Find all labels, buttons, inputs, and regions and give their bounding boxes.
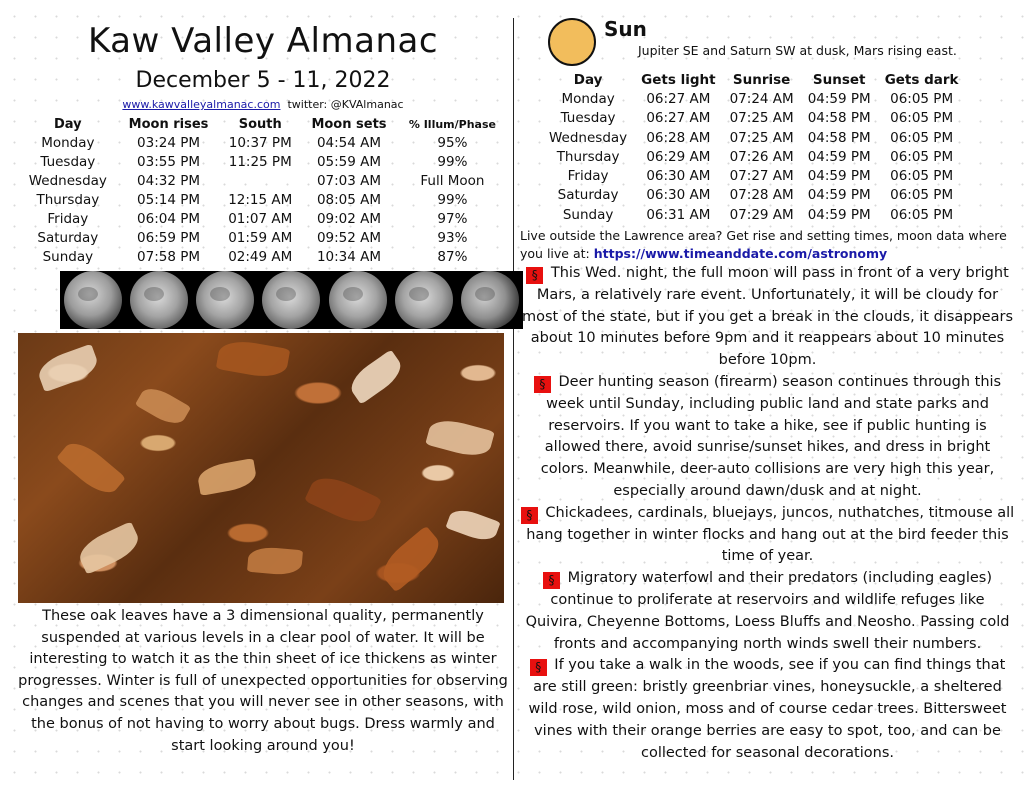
sun-cell: 06:05 PM: [890, 129, 954, 146]
table-row: [542, 186, 966, 205]
note-winter-birds: [520, 503, 1015, 568]
sun-col-light: Gets light: [641, 72, 716, 88]
moon-cell: Wednesday: [28, 173, 107, 189]
moon-cell: 99%: [437, 192, 468, 208]
moon-cell: 10:37 PM: [228, 135, 292, 151]
sun-cell: Wednesday: [549, 129, 628, 146]
sun-col-sunset: Sunset: [812, 72, 866, 88]
moon-phase-image-saturday: [395, 271, 453, 329]
moon-phase-strip: [60, 271, 523, 329]
website-link[interactable]: www.kawvalleyalmanac.com: [122, 98, 281, 111]
sun-col-sunrise: Sunrise: [732, 72, 791, 88]
header-links: [18, 96, 508, 114]
moon-cell: 07:58 PM: [137, 249, 201, 265]
sun-cell: 06:27 AM: [646, 91, 711, 107]
moon-cell: 01:59 AM: [228, 230, 293, 246]
sun-cell: 04:58 PM: [807, 110, 871, 127]
moon-col-day: Day: [54, 117, 82, 132]
sun-cell: 04:59 PM: [807, 206, 871, 223]
sun-cell: 06:05 PM: [890, 187, 954, 204]
sun-cell: 06:27 AM: [646, 110, 711, 127]
moon-col-phase: % Illum/Phase: [408, 118, 496, 131]
moon-cell: 87%: [437, 249, 468, 265]
sun-cell: 06:05 PM: [890, 168, 954, 185]
sun-col-day: Day: [573, 72, 603, 88]
moon-cell: 06:59 PM: [137, 230, 201, 246]
moon-cell: 05:14 PM: [137, 192, 201, 208]
moon-cell: 03:55 PM: [137, 154, 201, 170]
table-row: [18, 191, 508, 210]
sun-cell: 06:05 PM: [890, 206, 954, 223]
moon-cell: 93%: [437, 230, 468, 246]
moon-phase-image-sunday: [461, 271, 519, 329]
moon-cell: Friday: [47, 211, 89, 227]
moon-cell: 07:03 AM: [316, 173, 382, 189]
sun-cell: 07:28 AM: [729, 187, 794, 204]
sun-cell: 06:29 AM: [646, 148, 711, 165]
moon-phase-image-friday: [329, 271, 387, 329]
sun-icon: [548, 18, 596, 66]
moon-cell: [219, 172, 301, 191]
table-row: [542, 167, 966, 186]
moon-cell: 01:07 AM: [228, 211, 293, 227]
table-row: [18, 229, 508, 248]
moon-cell: 99%: [437, 154, 468, 170]
note-mars-occultation: [520, 263, 1015, 372]
sun-cell: 07:27 AM: [729, 168, 794, 185]
sun-cell: 06:05 PM: [890, 110, 954, 127]
right-column: [520, 14, 1015, 764]
moon-phase-image-tuesday: [130, 271, 188, 329]
table-row: [18, 210, 508, 229]
moon-cell: 10:34 AM: [316, 249, 382, 265]
moon-cell: 03:24 PM: [137, 135, 201, 151]
sun-cell: Saturday: [557, 187, 619, 204]
note-green-things: [520, 655, 1015, 764]
moon-cell: Saturday: [37, 230, 99, 246]
section-marker-icon: §: [534, 376, 551, 393]
sun-cell: Sunday: [562, 206, 614, 223]
date-range: December 5 - 11, 2022: [135, 68, 391, 93]
section-marker-icon: §: [526, 267, 543, 284]
table-row: [18, 153, 508, 172]
sun-cell: 07:25 AM: [729, 129, 794, 146]
note-text: This Wed. night, the full moon will pass in front of a very bright Mars, a relatively rare event. Unfortunately, it will be cloudy for most of the state, but if you get a break in the clouds, it disappears about 10 minutes before 9pm and it reappears about 10 minutes before 10pm.: [521, 265, 1014, 369]
moon-cell: 04:54 AM: [316, 135, 382, 151]
table-row: [542, 109, 966, 128]
sun-header: [520, 14, 1015, 66]
sun-cell: 07:24 AM: [729, 91, 794, 107]
sun-cell: 04:59 PM: [807, 187, 871, 204]
sun-cell: 04:59 PM: [807, 91, 871, 107]
moon-table: [18, 115, 508, 267]
moon-phase-image-wednesday: [196, 271, 254, 329]
note-text: If you take a walk in the woods, see if you can find things that are still green: bristly greenbriar vines, honeysuckle, a sheltered wild rose, wild onion, moss and of course cedar trees. Bittersweet vines with their orange berries are easy to spot, too, and can be collected for seasonal decorations.: [528, 657, 1007, 761]
table-row: [542, 206, 966, 225]
moon-cell: Full Moon: [420, 173, 485, 189]
table-row: [542, 90, 966, 109]
note-waterfowl: [520, 568, 1015, 655]
sun-cell: 07:25 AM: [729, 110, 794, 127]
sun-cell: 04:59 PM: [807, 168, 871, 185]
sun-cell: 06:30 AM: [646, 187, 711, 204]
sun-cell: 04:59 PM: [807, 148, 871, 165]
note-deer-hunting: [520, 372, 1015, 503]
outside-area-text: Live outside the Lawrence area? Get rise and setting times, moon data where you live at:: [520, 228, 1007, 262]
note-text: Deer hunting season (firearm) season continues through this week until Sunday, including public land and state parks and reservoirs. If you want to take a hike, see if public hunting is allowed there, avoid sunrise/sunset hikes, and dress in bright colors. Meanwhile, deer-auto collisions are very high this year, especially around dawn/dusk and at night.: [540, 374, 1002, 500]
photo-caption: These oak leaves have a 3 dimensional quality, permanently suspended at various levels in a clear pool of water. It will be interesting to watch it as the thin sheet of ice thickens as winter progresses. Winter is full of unexpected opportunities for observing changes and scenes that you will never see in other seasons, with the bonus of not having to worry about bugs. Dress warmly and start looking around you!: [18, 608, 508, 754]
table-row: [542, 148, 966, 167]
sun-table: [542, 71, 966, 225]
column-divider: [513, 18, 514, 780]
sun-cell: 06:31 AM: [646, 206, 711, 223]
sun-cell: 07:26 AM: [729, 148, 794, 165]
moon-cell: Thursday: [36, 192, 100, 208]
table-row: [18, 248, 508, 267]
moon-cell: 02:49 AM: [228, 249, 293, 265]
moon-col-rises: Moon rises: [128, 117, 209, 132]
almanac-title: Kaw Valley Almanac: [87, 21, 439, 61]
planet-visibility: Jupiter SE and Saturn SW at dusk, Mars rising east.: [638, 43, 957, 58]
sun-cell: Monday: [561, 91, 615, 107]
sun-cell: Friday: [567, 168, 609, 185]
sun-heading: Sun: [604, 17, 647, 41]
oak-leaves-photo: [18, 333, 504, 603]
table-row: [542, 129, 966, 148]
sun-cell: 06:28 AM: [646, 129, 711, 146]
sun-cell: Tuesday: [560, 110, 616, 127]
moon-cell: 11:25 PM: [228, 154, 292, 170]
moon-cell: 08:05 AM: [316, 192, 382, 208]
table-row: [18, 172, 508, 191]
section-marker-icon: §: [530, 659, 547, 676]
moon-cell: Tuesday: [40, 154, 96, 170]
moon-col-sets: Moon sets: [311, 117, 387, 132]
moon-col-south: South: [238, 117, 282, 132]
twitter-handle: twitter: @KVAlmanac: [287, 98, 404, 111]
moon-cell: 05:59 AM: [316, 154, 382, 170]
moon-phase-image-monday: [64, 271, 122, 329]
sun-cell: Thursday: [556, 148, 620, 165]
sun-table-header: [542, 71, 966, 90]
moon-cell: 04:32 PM: [137, 173, 201, 189]
moon-cell: Monday: [41, 135, 95, 151]
moon-cell: 12:15 AM: [228, 192, 293, 208]
moon-table-header: [18, 115, 508, 134]
sun-cell: 07:29 AM: [729, 206, 794, 223]
timeanddate-link[interactable]: https://www.timeanddate.com/astronomy: [593, 246, 888, 262]
sun-col-dark: Gets dark: [884, 72, 959, 88]
moon-cell: 97%: [437, 211, 468, 227]
moon-cell: 09:52 AM: [316, 230, 382, 246]
moon-cell: 06:04 PM: [137, 211, 201, 227]
table-row: [18, 134, 508, 153]
sun-cell: 06:05 PM: [890, 91, 954, 107]
note-text: Chickadees, cardinals, bluejays, juncos, nuthatches, titmouse all hang together in winter flocks and hang out at the bird feeder this time of year.: [526, 504, 1015, 565]
sun-cell: 04:58 PM: [807, 129, 871, 146]
moon-cell: Sunday: [42, 249, 94, 265]
sun-cell: 06:30 AM: [646, 168, 711, 185]
moon-cell: 95%: [437, 135, 468, 151]
sun-cell: 06:05 PM: [890, 148, 954, 165]
moon-phase-image-thursday: [262, 271, 320, 329]
note-text: Migratory waterfowl and their predators (including eagles) continue to proliferate at reservoirs and wildlife refuges like Quivira, Cheyenne Bottoms, Loess Bluffs and Neosho. Passing cold fronts and accompanying north winds swell their numbers.: [525, 570, 1010, 652]
outside-area-note: [520, 227, 1015, 263]
left-column: [18, 14, 508, 757]
moon-cell: 09:02 AM: [316, 211, 382, 227]
section-marker-icon: §: [543, 572, 560, 589]
section-marker-icon: §: [521, 507, 538, 524]
